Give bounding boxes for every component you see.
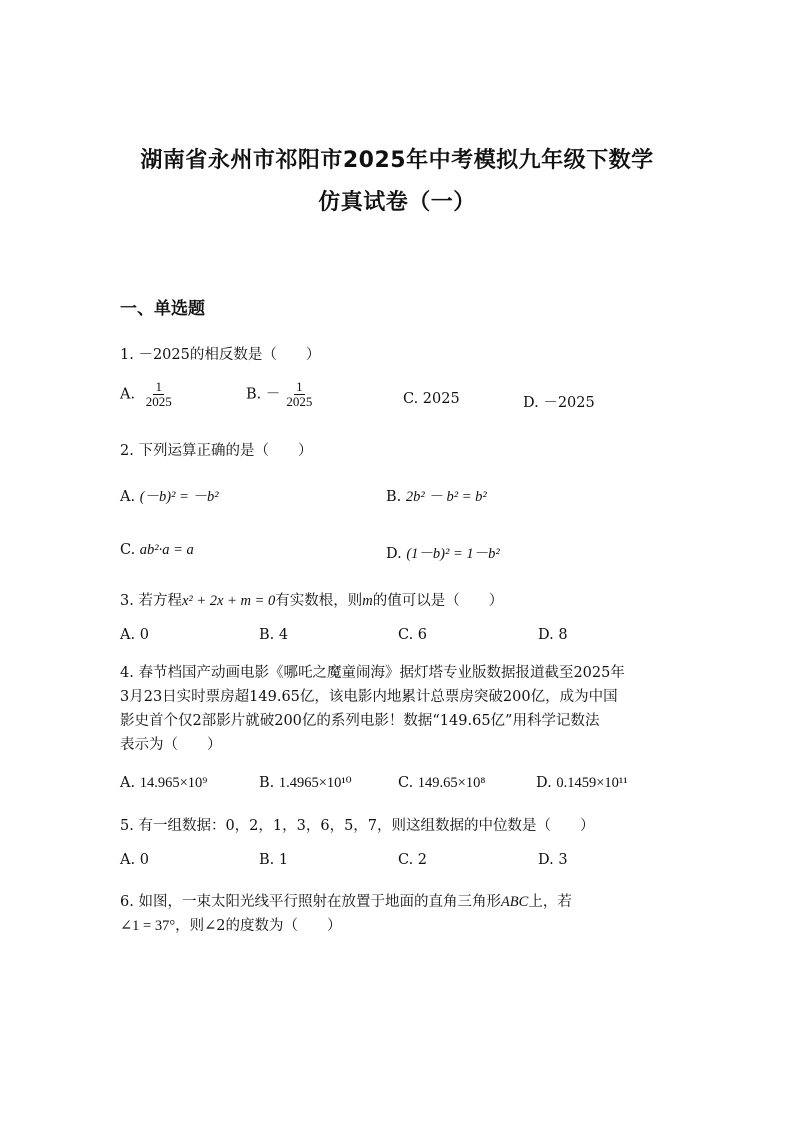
section-heading: 一、单选题 [120,299,205,319]
stem-line: 3月23日实时票房超149.65亿，该电影内地累计总票房突破200亿，成为中国 [120,689,618,705]
stem-text: 3. 若方程 [120,593,182,609]
fraction-denominator: 2025 [145,394,172,409]
triangle-label: ABC [500,894,529,910]
math-expression: 149.65×10⁸ [417,775,486,791]
question-1-option-c[interactable]: C. 2025 [403,391,460,407]
fraction [284,380,314,409]
stem-text: 有实数根，则 [275,593,363,609]
question-5-option-b[interactable]: B. 1 [259,852,289,868]
option-label: D. [386,546,402,562]
exam-title-line1: 湖南省永州市祁阳市2025年中考模拟九年级下数学 [140,148,654,173]
question-4-option-b[interactable] [259,775,352,792]
question-5-option-c[interactable]: C. 2 [398,852,428,868]
question-1-option-d[interactable]: D. －2025 [523,395,595,411]
question-4-stem [120,661,680,757]
question-1-option-b[interactable] [246,380,314,409]
math-expression: (1－b)² = 1－b² [406,546,500,562]
exam-title-line2: 仿真试卷（一） [318,190,476,215]
option-label: B. [386,489,402,505]
question-1-stem: 1. －2025的相反数是（ ） [120,347,321,363]
stem-line: 影史首个仅2部影片就破200亿的系列电影！数据“149.65亿”用科学记数法 [120,713,600,729]
fraction [144,380,174,409]
option-label: A. [120,386,136,403]
option-label: D. [536,775,552,791]
question-2-option-a[interactable] [120,485,219,506]
question-3-option-b[interactable]: B. 4 [259,627,289,643]
question-2-option-c[interactable] [120,542,194,559]
question-4-option-c[interactable] [398,775,485,792]
fraction-numerator: 1 [296,379,303,394]
option-label: C. [120,542,136,558]
question-6-stem-line2 [120,914,342,935]
question-4-option-a[interactable] [120,775,207,792]
stem-text: 上，若 [528,894,572,910]
math-expression: 2b² － b² = b² [405,489,487,505]
variable: m [362,593,373,609]
question-3-option-c[interactable]: C. 6 [398,627,428,643]
question-3-stem [120,589,503,610]
stem-line: 表示为（ ） [120,737,222,753]
option-label: B. [246,386,262,403]
question-5-option-d[interactable]: D. 3 [538,852,568,868]
stem-text: 6. 如图，一束太阳光线平行照射在放置于地面的直角三角形 [120,894,501,910]
option-label: A. [120,489,136,505]
question-2-stem: 2. 下列运算正确的是（ ） [120,443,313,459]
fraction-denominator: 2025 [286,394,313,409]
fraction-numerator: 1 [155,379,162,394]
option-label: C. [398,775,414,791]
question-2-option-b[interactable] [386,485,487,506]
question-1-option-a[interactable] [120,380,174,409]
math-expression: 0.1459×10¹¹ [556,775,628,791]
stem-text: 的值可以是（ ） [372,593,504,609]
math-expression: 1.4965×10¹⁰ [278,775,352,791]
question-6-stem-line1 [120,890,572,911]
equation: x² + 2x + m = 0 [181,593,276,609]
question-2-option-d[interactable] [386,542,500,563]
option-label: B. [259,775,275,791]
stem-line: 4. 春节档国产动画电影《哪吒之魔童闹海》据灯塔专业版数据报道截至2025年 [120,665,625,681]
question-5-stem: 5. 有一组数据：0，2，1，3，6，5，7，则这组数据的中位数是（ ） [120,818,595,834]
question-3-option-a[interactable]: A. 0 [120,627,149,643]
math-expression: ab²·a = a [139,542,194,558]
question-3-option-d[interactable]: D. 8 [538,627,568,643]
stem-text: ，则∠2的度数为（ ） [175,918,342,934]
option-label: A. [120,775,136,791]
question-4-option-d[interactable] [536,775,628,792]
math-expression: (－b)² = －b² [139,489,219,505]
question-5-option-a[interactable]: A. 0 [120,852,149,868]
minus-sign: － [265,386,281,403]
angle-expression: ∠1 = 37° [120,918,176,934]
math-expression: 14.965×10⁹ [139,775,208,791]
